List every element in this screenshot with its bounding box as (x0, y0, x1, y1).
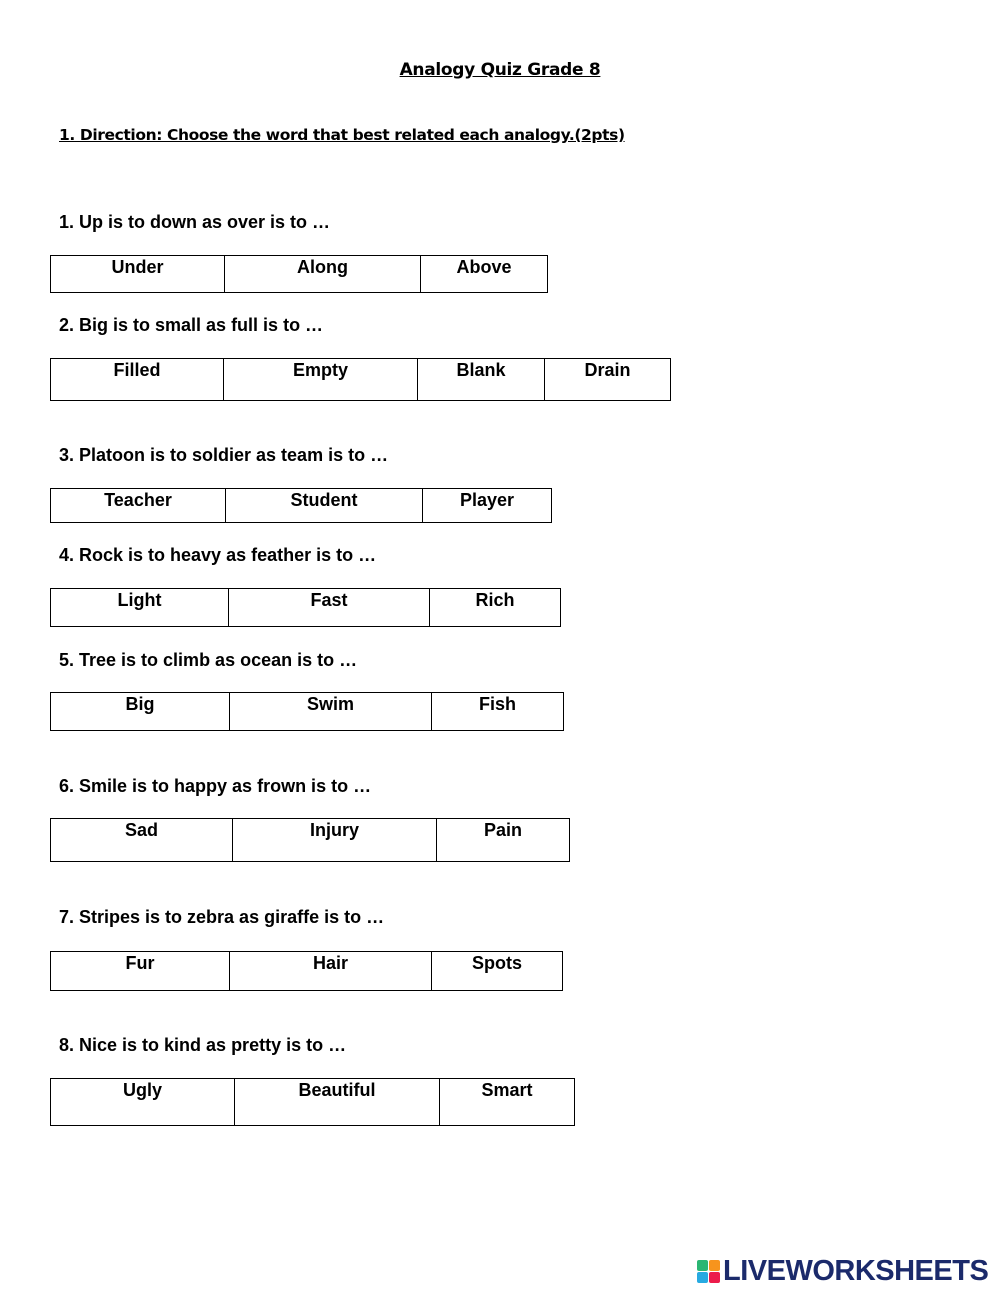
option-filled[interactable]: Filled (51, 359, 224, 401)
option-teacher[interactable]: Teacher (51, 489, 226, 523)
option-big[interactable]: Big (51, 693, 230, 731)
option-beautiful[interactable]: Beautiful (235, 1079, 440, 1126)
option-blank[interactable]: Blank (418, 359, 545, 401)
option-under[interactable]: Under (51, 256, 225, 293)
question-1-prompt: 1. Up is to down as over is to … (59, 212, 331, 232)
logo-mark-tile (697, 1272, 708, 1283)
question-4-options (50, 588, 561, 627)
option-drain[interactable]: Drain (545, 359, 671, 401)
option-empty[interactable]: Empty (224, 359, 418, 401)
option-player[interactable]: Player (423, 489, 552, 523)
question-3-prompt: 3. Platoon is to soldier as team is to … (59, 445, 389, 465)
option-ugly[interactable]: Ugly (51, 1079, 235, 1126)
option-swim[interactable]: Swim (230, 693, 432, 731)
question-3-options (50, 488, 552, 523)
question-1-options (50, 255, 548, 293)
option-pain[interactable]: Pain (437, 819, 570, 862)
option-hair[interactable]: Hair (230, 952, 432, 991)
option-along[interactable]: Along (225, 256, 421, 293)
option-fish[interactable]: Fish (432, 693, 564, 731)
question-6-options (50, 818, 570, 862)
logo-mark-tile (709, 1260, 720, 1271)
question-7-prompt: 7. Stripes is to zebra as giraffe is to … (59, 907, 385, 927)
logo-mark-icon (697, 1260, 720, 1283)
liveworksheets-logo (697, 1256, 988, 1286)
question-5-prompt: 5. Tree is to climb as ocean is to … (59, 650, 358, 670)
option-above[interactable]: Above (421, 256, 548, 293)
logo-text: LIVEWORKSHEETS (723, 1254, 989, 1287)
option-smart[interactable]: Smart (440, 1079, 575, 1126)
option-fur[interactable]: Fur (51, 952, 230, 991)
question-2-prompt: 2. Big is to small as full is to … (59, 315, 324, 335)
question-6-prompt: 6. Smile is to happy as frown is to … (59, 776, 372, 796)
question-2-options (50, 358, 671, 401)
direction-text: 1. Direction: Choose the word that best related each analogy.(2pts) (59, 126, 625, 144)
option-student[interactable]: Student (226, 489, 423, 523)
option-fast[interactable]: Fast (229, 589, 430, 627)
page-title: Analogy Quiz Grade 8 (399, 60, 601, 80)
question-8-options (50, 1078, 575, 1126)
question-8-prompt: 8. Nice is to kind as pretty is to … (59, 1035, 347, 1055)
option-injury[interactable]: Injury (233, 819, 437, 862)
logo-mark-tile (697, 1260, 708, 1271)
question-4-prompt: 4. Rock is to heavy as feather is to … (59, 545, 377, 565)
option-light[interactable]: Light (51, 589, 229, 627)
option-sad[interactable]: Sad (51, 819, 233, 862)
logo-mark-tile (709, 1272, 720, 1283)
option-spots[interactable]: Spots (432, 952, 563, 991)
question-7-options (50, 951, 563, 991)
option-rich[interactable]: Rich (430, 589, 561, 627)
question-5-options (50, 692, 564, 731)
